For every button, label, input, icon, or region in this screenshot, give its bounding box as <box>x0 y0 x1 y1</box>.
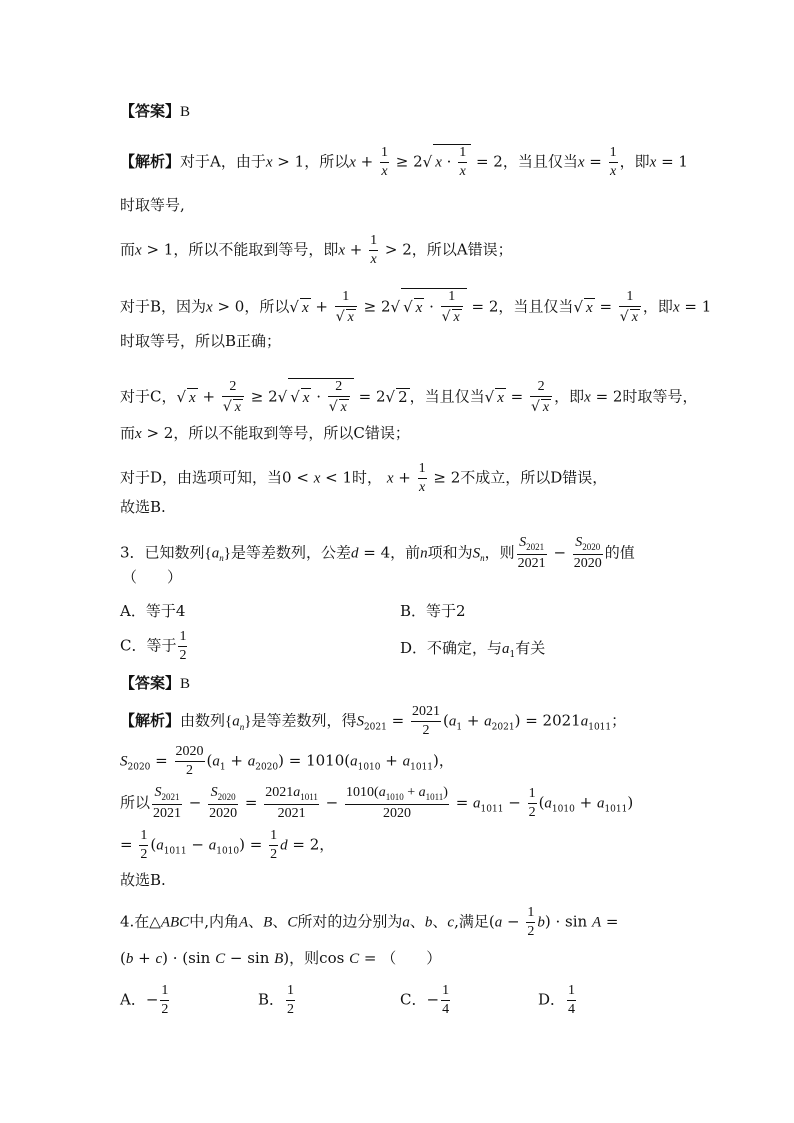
q4-option-b: B． $\frac{1}{2}$ <box>258 983 295 1017</box>
q4-option-c: C．− $\frac{1}{4}$ <box>400 983 450 1017</box>
q3-stem: 3．已知数列$\{a_n\}$是等差数列，公差d = 4，前n项和为$S_n$，则 $\frac{S_{2021}}{2021}$ − $\frac{S_{2020}}{2020}$ 的值 <box>120 535 635 571</box>
q3-analysis-line-1: 【解析】由数列$\{a_n\}$是等差数列，得$S_{2021}$ = $\frac{2021}{2}$ $(a_1 + a_{2021}) = 2021a_{1011}$； <box>120 704 627 738</box>
q3-answer: B <box>180 676 191 692</box>
q2-analysis-line-7: 而x > 2，所以不能取到等号，所以C错误； <box>120 424 410 442</box>
q3-option-d: D．不确定，与$a_1$有关 <box>400 639 546 660</box>
q3-option-a: A．等于4 <box>120 602 186 620</box>
q3-conclusion: 故选B. <box>120 871 166 889</box>
q2-analysis-line-5: 时取等号，所以B正确； <box>120 332 282 350</box>
q4-option-d: D． $\frac{1}{4}$ <box>538 983 576 1017</box>
q2-analysis-line-4: 对于B，因为x > 0，所以√ x + 1 √ x ≥ 2√ √ x · 1 √ x = 2，当且仅当√ x = 1 √ x ，即x = 1 <box>120 288 711 325</box>
q2-analysis-line-3: 而x > 1，所以不能取到等号，即x + $\frac{1}{x}$ > 2，所以A错误； <box>120 233 513 267</box>
q4-option-a: A．− $\frac{1}{2}$ <box>120 983 169 1017</box>
q3-option-c: C．等于 $\frac{1}{2}$ <box>120 629 187 663</box>
q3-answer-line: 【答案】B <box>120 674 191 692</box>
q2-conclusion: 故选B. <box>120 498 166 516</box>
answer-label: 【答案】 <box>120 102 181 120</box>
q2-analysis-line-2: 时取等号, <box>120 196 185 214</box>
analysis-label: 【解析】 <box>120 152 181 171</box>
q3-analysis-line-4: = $\frac{1}{2}$ $(a_{1011} - a_{1010})$ = $\frac{1}{2}$ d = 2， <box>120 828 335 862</box>
q3-paren: （ ） <box>122 568 183 586</box>
q2-answer: B <box>180 104 191 120</box>
q2-analysis-line-6: 对于C，√ x + 2 √ x ≥ 2√ √ x · 2 √ x = 2√ 2 ，当且仅当√ x = 2 √ x ，即x = 2时取等号， <box>120 378 698 415</box>
q2-answer-line <box>120 104 190 120</box>
q2-analysis-line-8: 对于D，由选项可知，当0 < x < 1时， x + $\frac{1}{x}$ ≥ 2不成立，所以D错误， <box>120 461 608 495</box>
q3-analysis-line-2: $S_{2020}$ = $\frac{2020}{2}$ $(a_1 + a_{2020}) = 1010(a_{1010} + a_{1011})$， <box>120 744 454 778</box>
q4-stem-line-2: (b + c) · (sin C − sin B)，则cos C = （ ） <box>120 949 442 967</box>
q3-option-b: B．等于2 <box>400 602 466 620</box>
q2-analysis-line-1: 【解析】对于A，由于x > 1，所以x + $\frac{1}{x}$ ≥ 2√ x · $\frac{1}{x}$ = 2，当且仅当x = $\frac{1}{x}$ ，即x = 1 <box>120 144 688 179</box>
q4-stem-line-1: 4.在△ABC中,内角A、B、C所对的边分别为a、b、c,满足(a − $\frac{1}{2}$ b) · sin A = <box>120 905 619 939</box>
q3-analysis-line-3: 所以 $\frac{S_{2021}}{2021}$ − $\frac{S_{2020}}{2020}$ = $\frac{2021a_{1011}}{2021}$ − $\frac{1010(a_{1010} + a_{1011})}{2020}$ = $a_{1011}$ − $\frac{1}{2}$ $(a_{1010} + a_{1011})$ <box>120 785 634 821</box>
